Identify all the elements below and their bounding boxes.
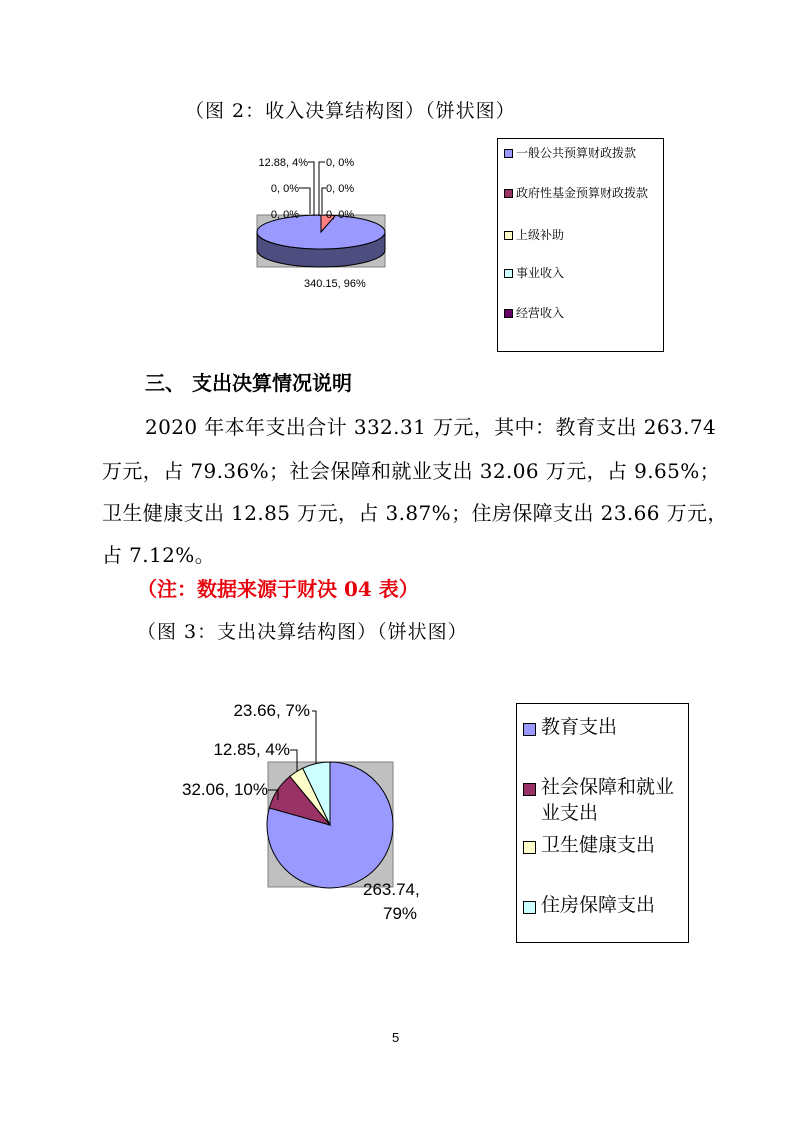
legend-swatch — [504, 269, 513, 278]
legend-swatch — [523, 841, 536, 854]
legend-swatch — [523, 901, 536, 914]
paragraph-line-4: 占 7.12%。 — [102, 543, 216, 567]
legend-label: 一般公共预算财政拨款 — [516, 146, 637, 160]
leader-line-0 — [308, 162, 314, 216]
leader-line-2 — [299, 188, 310, 214]
legend-swatch — [523, 723, 536, 736]
legend-swatch — [504, 231, 513, 240]
paragraph-line-2: 万元，占 79.36%；社会保障和就业支出 32.06 万元，占 9.65%； — [102, 459, 721, 483]
legend-label: 上级补助 — [516, 228, 565, 242]
figure2-legend — [497, 138, 664, 352]
legend-item-1 — [523, 774, 674, 826]
legend-item-3 — [523, 892, 655, 918]
legend-item-0 — [523, 714, 617, 740]
figure3-legend — [516, 703, 689, 943]
legend-label: 政府性基金预算财政拨款 — [516, 186, 649, 200]
data-label-3: 23.66, 7% — [233, 701, 310, 720]
legend-label: 卫生健康支出 — [541, 834, 656, 856]
legend-swatch — [523, 783, 536, 796]
data-label-0: 340.15, 96% — [304, 278, 366, 290]
data-label-1: 0, 0% — [326, 157, 355, 169]
legend-label: 住房保障支出 — [541, 894, 656, 916]
data-label-3: 0, 0% — [326, 183, 355, 195]
legend-label: 教育支出 — [541, 716, 618, 738]
legend-swatch — [504, 189, 513, 198]
legend-item-1 — [504, 185, 656, 201]
data-label-1: 32.06, 10% — [181, 780, 268, 799]
leader-line-3 — [312, 711, 316, 764]
legend-label: 经营收入 — [516, 306, 565, 320]
data-label-2: 0, 0% — [270, 183, 299, 195]
figure3-pie-chart — [160, 690, 460, 940]
paragraph-line-1: 2020 年本年支出合计 332.31 万元，其中：教育支出 263.74 — [145, 415, 717, 439]
legend-label: 事业收入 — [516, 266, 565, 280]
figure2-pie-chart — [222, 150, 402, 290]
figure2-caption: （图 2：收入决算结构图）（饼状图） — [185, 100, 516, 122]
section-heading: 三、 支出决算情况说明 — [145, 371, 352, 395]
legend-label: 社会保障和就业 业支出 — [541, 776, 675, 824]
legend-item-3 — [504, 265, 656, 281]
legend-item-4 — [504, 305, 656, 321]
legend-item-2 — [504, 227, 656, 243]
legend-item-0 — [504, 145, 656, 161]
data-label-6: 0, 0% — [270, 209, 299, 221]
legend-swatch — [504, 149, 513, 158]
paragraph-line-3: 卫生健康支出 12.85 万元，占 3.87%；住房保障支出 23.66 万元， — [102, 501, 728, 525]
page-number: 5 — [392, 1030, 400, 1045]
data-label-0: 263.74, 79% — [363, 880, 420, 923]
data-label-2: 12.85, 4% — [213, 740, 290, 759]
legend-swatch — [504, 309, 513, 318]
data-label-5: 12.88, 4% — [258, 157, 308, 169]
figure3-caption: （图 3：支出决算结构图）（饼状图） — [137, 621, 468, 643]
legend-item-2 — [523, 832, 655, 858]
data-source-note: （注：数据来源于财决 04 表） — [137, 577, 419, 601]
data-label-4: 0, 0% — [326, 209, 355, 221]
